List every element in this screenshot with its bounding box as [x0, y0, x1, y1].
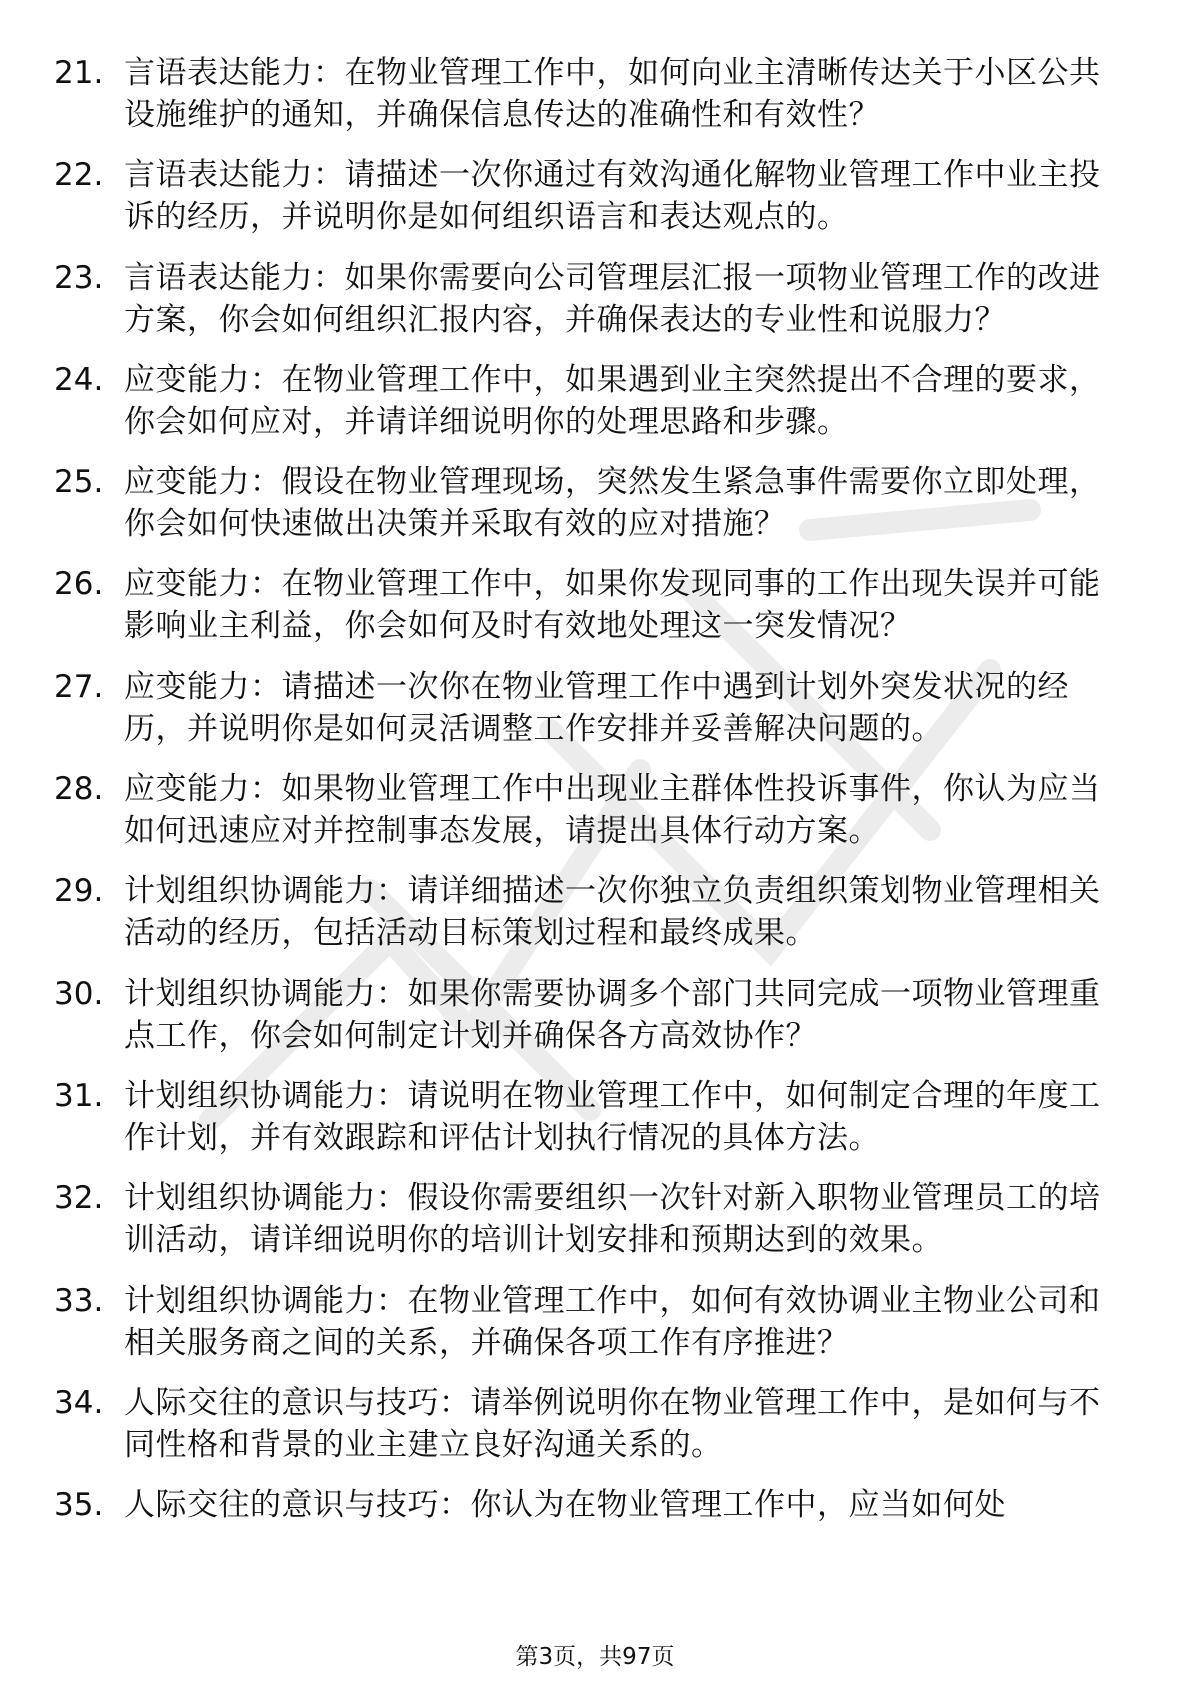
question-item: [54, 461, 1114, 545]
question-number: 22.: [54, 157, 104, 194]
question-number: 23.: [54, 259, 104, 296]
question-text: 人际交往的意识与技巧：请举例说明你在物业管理工作中，是如何与不同性格和背景的业主建立良好沟通关系的。: [124, 1384, 1101, 1463]
question-number: 31.: [54, 1077, 104, 1114]
question-item: [54, 666, 1114, 750]
question-text: 言语表达能力：如果你需要向公司管理层汇报一项物业管理工作的改进方案，你会如何组织汇报内容，并确保表达的专业性和说服力？: [124, 259, 1101, 338]
question-text: 应变能力：请描述一次你在物业管理工作中遇到计划外突发状况的经历，并说明你是如何灵活调整工作安排并妥善解决问题的。: [124, 668, 1069, 747]
question-item: [54, 1484, 1114, 1526]
question-item: [54, 154, 1114, 238]
question-number: 30.: [54, 975, 104, 1012]
question-text: 应变能力：如果物业管理工作中出现业主群体性投诉事件，你认为应当如何迅速应对并控制事态发展，请提出具体行动方案。: [124, 771, 1101, 850]
question-number: 34.: [54, 1384, 104, 1421]
question-text: 计划组织协调能力：假设你需要组织一次针对新入职物业管理员工的培训活动，请详细说明你的培训计划安排和预期达到的效果。: [124, 1180, 1101, 1259]
question-item: [54, 563, 1114, 647]
question-item: [54, 1382, 1114, 1466]
question-text: 计划组织协调能力：请详细描述一次你独立负责组织策划物业管理相关活动的经历，包括活动目标策划过程和最终成果。: [124, 873, 1101, 952]
question-number: 21.: [54, 55, 104, 91]
question-number: 24.: [54, 361, 104, 398]
question-number: 28.: [54, 771, 104, 808]
question-number: 27.: [54, 668, 104, 705]
question-number: 32.: [54, 1180, 104, 1217]
question-text: 言语表达能力：请描述一次你通过有效沟通化解物业管理工作中业主投诉的经历，并说明你是如何组织语言和表达观点的。: [124, 157, 1101, 236]
question-text: 人际交往的意识与技巧：你认为在物业管理工作中，应当如何处: [124, 1487, 1006, 1524]
question-item: [54, 1280, 1114, 1364]
question-text: 计划组织协调能力：请说明在物业管理工作中，如何制定合理的年度工作计划，并有效跟踪和评估计划执行情况的具体方法。: [124, 1077, 1101, 1156]
question-item: [54, 1075, 1114, 1159]
question-number: 35.: [54, 1487, 104, 1524]
question-text: 应变能力：在物业管理工作中，如果遇到业主突然提出不合理的要求，你会如何应对，并请详细说明你的处理思路和步骤。: [124, 361, 1101, 440]
question-text: 言语表达能力：在物业管理工作中，如何向业主清晰传达关于小区公共设施维护的通知，并确保信息传达的准确性和有效性？: [124, 55, 1101, 133]
question-text: 应变能力：假设在物业管理现场，突然发生紧急事件需要你立即处理，你会如何快速做出决策并采取有效的应对措施？: [124, 464, 1101, 543]
question-list: [54, 52, 1114, 1544]
page-number-footer: 第3页，共97页: [515, 1644, 675, 1670]
question-text: 应变能力：在物业管理工作中，如果你发现同事的工作出现失误并可能影响业主利益，你会如何及时有效地处理这一突发情况？: [124, 566, 1101, 645]
question-number: 26.: [54, 566, 104, 603]
question-item: [54, 359, 1114, 443]
question-item: [54, 52, 1114, 136]
question-text: 计划组织协调能力：在物业管理工作中，如何有效协调业主物业公司和相关服务商之间的关系，并确保各项工作有序推进？: [124, 1282, 1101, 1361]
question-item: [54, 870, 1114, 954]
question-item: [54, 973, 1114, 1057]
question-number: 25.: [54, 464, 104, 501]
question-item: [54, 1177, 1114, 1261]
question-number: 29.: [54, 873, 104, 910]
question-number: 33.: [54, 1282, 104, 1319]
question-text: 计划组织协调能力：如果你需要协调多个部门共同完成一项物业管理重点工作，你会如何制定计划并确保各方高效协作？: [124, 975, 1101, 1054]
question-item: [54, 768, 1114, 852]
question-item: [54, 257, 1114, 341]
